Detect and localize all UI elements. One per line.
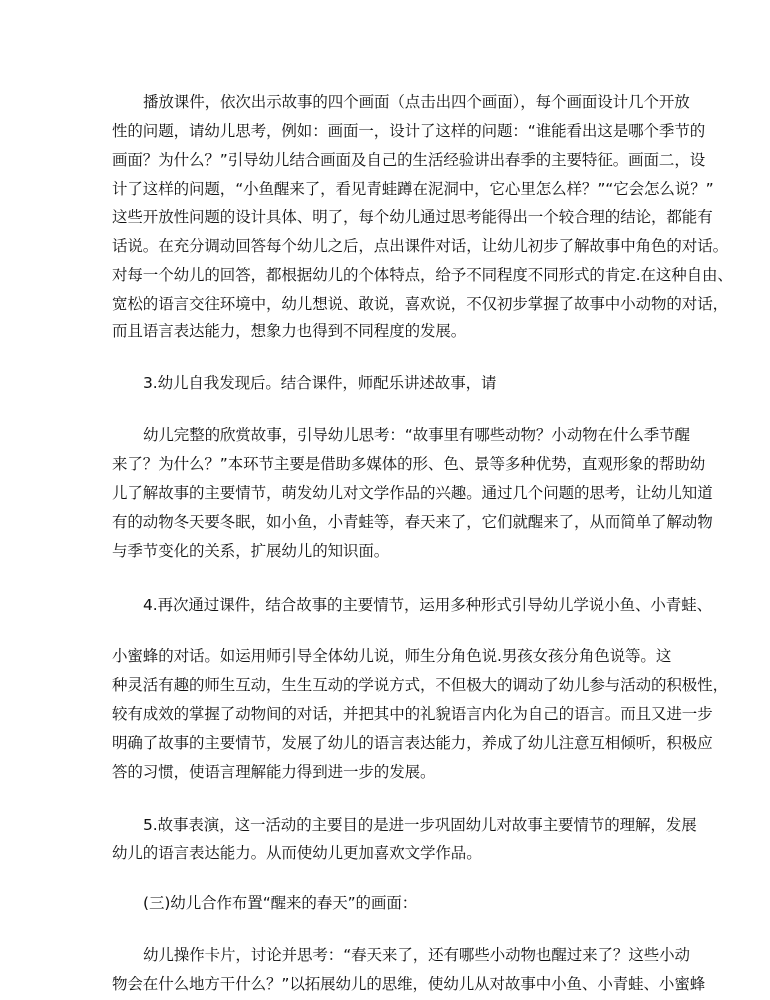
paragraph-line: 而且语言表达能力，想象力也得到不同程度的发展。	[112, 322, 467, 340]
paragraph-line: 幼儿操作卡片，讨论并思考：“春天来了，还有哪些小动物也醒过来了？这些小动	[143, 946, 690, 964]
step-heading: 3.幼儿自我发现后。结合课件，师配乐讲述故事，请	[143, 374, 497, 392]
paragraph-line: 计了这样的问题，“小鱼醒来了，看见青蛙蹲在泥洞中，它心里怎么样？”“它会怎么说？”	[112, 180, 714, 198]
step-heading: 4.再次通过课件，结合故事的主要情节，运用多种形式引导幼儿学说小鱼、小青蛙、	[143, 596, 712, 614]
paragraph-line: 儿了解故事的主要情节，萌发幼儿对文学作品的兴趣。通过几个问题的思考，让幼儿知道	[112, 484, 713, 502]
step-heading: 5.故事表演，这一活动的主要目的是进一步巩固幼儿对故事主要情节的理解，发展	[143, 816, 697, 834]
paragraph-line: 小蜜蜂的对话。如运用师引导全体幼儿说，师生分角色说.男孩女孩分角色说等。这	[112, 647, 672, 665]
paragraph-line: 对每一个幼儿的回答，都根据幼儿的个体特点，给予不同程度不同形式的肯定.在这种自由、	[112, 266, 733, 284]
paragraph-line: 幼儿完整的欣赏故事，引导幼儿思考：“故事里有哪些动物？小动物在什么季节醒	[143, 426, 690, 444]
paragraph-line: 来了？为什么？”本环节主要是借助多媒体的形、色、景等多种优势，直观形象的帮助幼	[112, 455, 706, 473]
paragraph-line: 明确了故事的主要情节，发展了幼儿的语言表达能力，养成了幼儿注意互相倾听，积极应	[112, 734, 713, 752]
paragraph-line: 这些开放性问题的设计具体、明了，每个幼儿通过思考能得出一个较合理的结论，都能有	[112, 208, 713, 226]
paragraph-line: 播放课件，依次出示故事的四个画面（点击出四个画面），每个画面设计几个开放	[143, 93, 690, 111]
paragraph-line: 宽松的语言交往环境中，幼儿想说、敢说，喜欢说，不仅初步掌握了故事中小动物的对话，	[112, 295, 729, 313]
paragraph-line: 画面？为什么？”引导幼儿结合画面及自己的生活经验讲出春季的主要特征。画面二，设	[112, 151, 706, 169]
paragraph-line: 较有成效的掌握了动物间的对话，并把其中的礼貌语言内化为自己的语言。而且又进一步	[112, 705, 713, 723]
section-heading: (三)幼儿合作布置“醒来的春天”的画面：	[143, 894, 418, 912]
paragraph-line: 性的问题，请幼儿思考，例如：画面一，设计了这样的问题：“谁能看出这是哪个季节的	[112, 122, 706, 140]
paragraph-line: 种灵活有趣的师生互动，生生互动的学说方式，不但极大的调动了幼儿参与活动的积极性，	[112, 676, 729, 694]
paragraph-line: 幼儿的语言表达能力。从而使幼儿更加喜欢文学作品。	[112, 844, 482, 862]
paragraph-line: 物会在什么地方干什么？”以拓展幼儿的思维，使幼儿从对故事中小鱼、小青蛙、小蜜蜂	[112, 975, 706, 993]
paragraph-line: 与季节变化的关系，扩展幼儿的知识面。	[112, 542, 390, 560]
paragraph-line: 有的动物冬天要冬眠，如小鱼，小青蛙等，春天来了，它们就醒来了，从而简单了解动物	[112, 513, 713, 531]
paragraph-line: 话说。在充分调动回答每个幼儿之后，点出课件对话，让幼儿初步了解故事中角色的对话。	[112, 237, 729, 255]
paragraph-line: 答的习惯，使语言理解能力得到进一步的发展。	[112, 763, 436, 781]
